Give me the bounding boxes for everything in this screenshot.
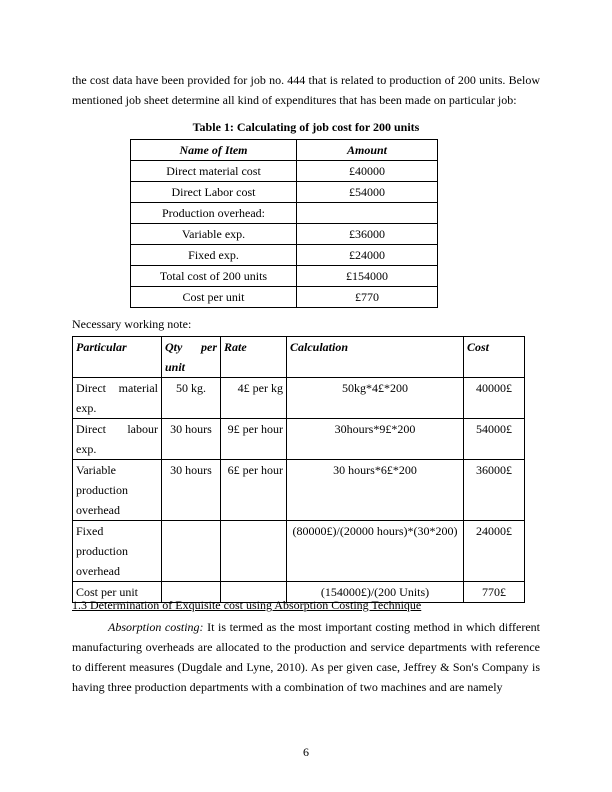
rate-cell: 9£ per hour	[221, 419, 287, 460]
calculation-cell: 30hours*9£*200	[287, 419, 464, 460]
table-row	[73, 378, 525, 419]
qty-cell: 30 hours	[162, 419, 221, 460]
particular-line: Variable	[76, 463, 116, 477]
particular-cell: Cost per unit	[73, 582, 162, 603]
calculation-cell: (154000£)/(200 Units)	[287, 582, 464, 603]
intro-paragraph: the cost data have been provided for job no. 444 that is related to production of 200 units. Below mentioned job sheet determine all kind of expenditures that has been made on particular job:	[72, 73, 540, 107]
amount-cell: £24000	[297, 245, 438, 266]
amount-cell: £36000	[297, 224, 438, 245]
column-header-calculation: Calculation	[287, 337, 464, 378]
job-cost-table	[130, 139, 438, 308]
table-row	[73, 521, 525, 582]
cost-cell: 36000£	[464, 460, 525, 521]
table-row	[131, 203, 438, 224]
particular-line: overhead	[76, 503, 120, 517]
table1-caption: Table 1: Calculating of job cost for 200 units	[192, 120, 420, 134]
cost-cell: 24000£	[464, 521, 525, 582]
body-text: It is termed as the most important costing method in which different manufacturing overheads are allocated to the production and service departments with reference to different measures (Dugdale and Lyne, 2010). As per given case, Jeffrey & Son's Company is having three production departments with a combination of two machines and are namely	[72, 620, 540, 694]
particular-line: overhead	[76, 564, 120, 578]
amount-cell: £770	[297, 287, 438, 308]
qty-cell: 50 kg.	[162, 378, 221, 419]
rate-cell	[221, 521, 287, 582]
particular-line: Fixed production	[76, 524, 128, 558]
rate-cell: 6£ per hour	[221, 460, 287, 521]
amount-cell	[297, 203, 438, 224]
page-number: 6	[303, 745, 309, 759]
particular-line: Direct labour	[76, 422, 158, 436]
item-name-cell: Production overhead:	[131, 203, 297, 224]
table-row	[131, 182, 438, 203]
qty-cell	[162, 521, 221, 582]
particular-cell	[73, 419, 162, 460]
item-name-cell: Total cost of 200 units	[131, 266, 297, 287]
working-note-label: Necessary working note:	[72, 317, 192, 331]
table-row	[131, 266, 438, 287]
cost-cell: 770£	[464, 582, 525, 603]
table-row	[131, 224, 438, 245]
column-header-name-of-item: Name of Item	[131, 140, 297, 161]
section-heading: 1.3 Determination of Exquisite cost using Absorption Costing Technique	[72, 598, 422, 612]
qty-header-line2: unit	[165, 360, 186, 374]
column-header-particular: Particular	[73, 337, 162, 378]
amount-cell: £54000	[297, 182, 438, 203]
body-paragraph	[72, 617, 540, 697]
particular-line: exp.	[76, 442, 97, 456]
particular-line: Direct material	[76, 381, 158, 395]
working-note-table	[72, 336, 525, 603]
table-row	[131, 161, 438, 182]
item-name-cell: Fixed exp.	[131, 245, 297, 266]
table-header-row	[73, 337, 525, 378]
column-header-cost: Cost	[464, 337, 525, 378]
calculation-cell: (80000£)/(20000 hours)*(30*200)	[287, 521, 464, 582]
amount-cell: £40000	[297, 161, 438, 182]
particular-cell	[73, 378, 162, 419]
table-row	[131, 287, 438, 308]
particular-cell	[73, 521, 162, 582]
qty-cell: 30 hours	[162, 460, 221, 521]
column-header-qty-per-unit	[162, 337, 221, 378]
item-name-cell: Variable exp.	[131, 224, 297, 245]
calculation-cell: 30 hours*6£*200	[287, 460, 464, 521]
rate-cell: 4£ per kg	[221, 378, 287, 419]
table-header-row	[131, 140, 438, 161]
item-name-cell: Direct material cost	[131, 161, 297, 182]
table-row	[73, 460, 525, 521]
amount-cell: £154000	[297, 266, 438, 287]
particular-cell	[73, 460, 162, 521]
term-absorption-costing: Absorption costing:	[108, 620, 204, 634]
cost-cell: 54000£	[464, 419, 525, 460]
table-row	[131, 245, 438, 266]
calculation-cell: 50kg*4£*200	[287, 378, 464, 419]
column-header-amount: Amount	[297, 140, 438, 161]
particular-line: exp.	[76, 401, 97, 415]
table-row	[73, 419, 525, 460]
particular-line: production	[76, 483, 128, 497]
column-header-rate: Rate	[221, 337, 287, 378]
qty-header-line1: Qty per	[165, 340, 217, 354]
cost-cell: 40000£	[464, 378, 525, 419]
item-name-cell: Cost per unit	[131, 287, 297, 308]
item-name-cell: Direct Labor cost	[131, 182, 297, 203]
